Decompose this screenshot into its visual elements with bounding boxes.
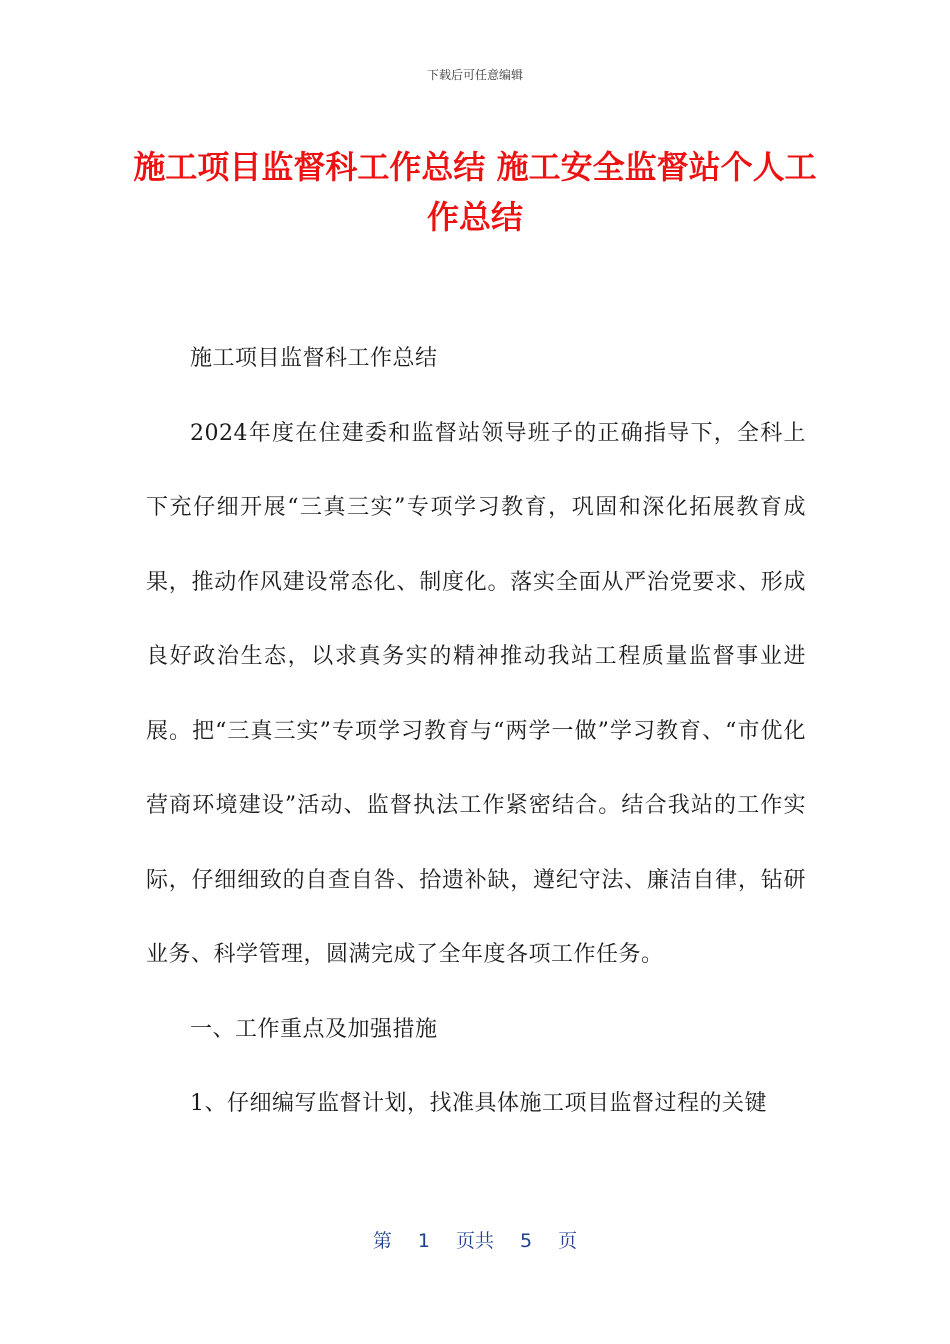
header-note: 下载后可任意编辑 xyxy=(426,68,523,82)
document-title: 施工项目监督科工作总结 施工安全监督站个人工作总结 xyxy=(133,148,817,236)
paragraph-summary: 2024年度在住建委和监督站领导班子的正确指导下，全科上下充仔细开展“三真三实”专项学习教育，巩固和深化拓展教育成果，推动作风建设常态化、制度化。落实全面从严治党要求、形成良好政治生态，以求真务实的精神推动我站工程质量监督事业进展。把“三真三实”专项学习教育与“两学一做”学习教育、“市优化营商环境建设”活动、监督执法工作紧密结合。结合我站的工作实际，仔细细致的自查自咎、拾遗补缺，遵纪守法、廉洁自律，钻研业务、科学管理，圆满完成了全年度各项工作任务。 xyxy=(146,420,806,967)
paragraph-section-heading: 一、工作重点及加强措施 xyxy=(190,1016,438,1042)
footer-page-suffix: 页 xyxy=(558,1230,578,1252)
document-body xyxy=(146,322,806,1142)
footer-page-prefix: 第 xyxy=(372,1230,392,1252)
footer-page-current: 1 xyxy=(417,1230,430,1252)
footer-page-middle: 页共 xyxy=(455,1230,494,1252)
paragraph-subtitle: 施工项目监督科工作总结 xyxy=(190,346,438,371)
page-footer xyxy=(0,1226,950,1253)
paragraph-item-1: 1、仔细编写监督计划，找准具体施工项目监督过程的关键 xyxy=(190,1091,767,1116)
footer-page-total: 5 xyxy=(520,1230,533,1252)
